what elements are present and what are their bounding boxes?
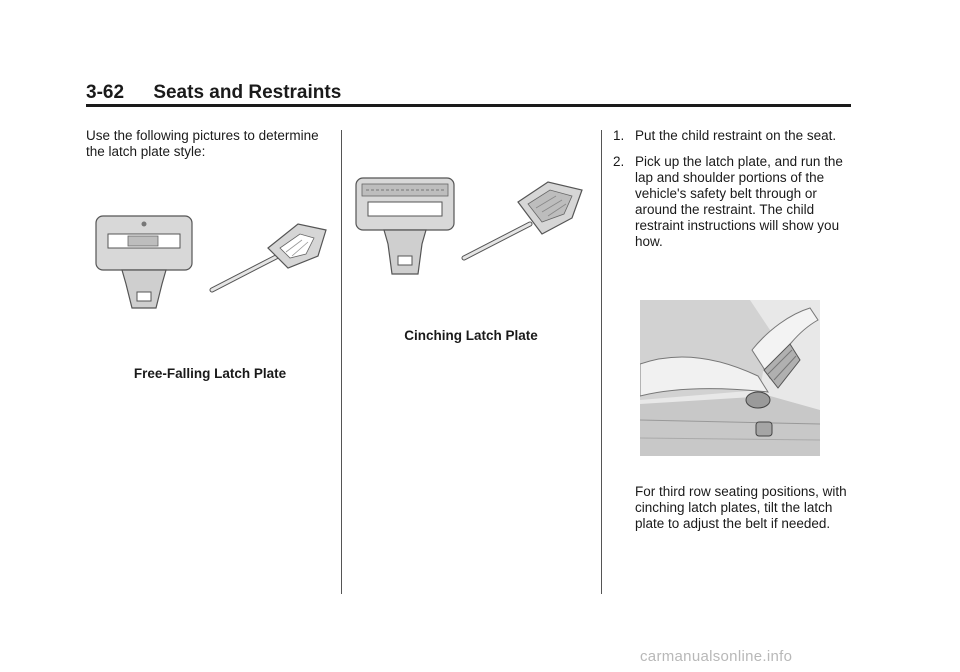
instruction-steps — [613, 128, 858, 260]
column-divider-1 — [341, 130, 342, 594]
section-title: Seats and Restraints — [153, 82, 342, 103]
step-text: Put the child restraint on the seat. — [635, 128, 837, 143]
free-falling-latch-plate-illustration — [92, 212, 332, 312]
child-restraint-belt-routing-illustration — [640, 300, 820, 456]
step-number: 1. — [613, 128, 625, 143]
cinching-latch-plate-caption: Cinching Latch Plate — [404, 328, 538, 343]
page-header — [86, 82, 341, 104]
step-number: 2. — [613, 154, 625, 169]
cinching-latch-plate-illustration — [352, 174, 592, 278]
intro-paragraph: Use the following pictures to determine the latch plate style: — [86, 128, 319, 159]
step-text: Pick up the latch plate, and run the lap and shoulder portions of the vehicle's safety belt through or around the restraint. The child restraint instructions will show you how. — [635, 154, 843, 249]
step-item — [613, 128, 858, 144]
third-row-note: For third row seating positions, with cinching latch plates, tilt the latch plate to adjust the belt if needed. — [635, 484, 847, 531]
page-number: 3-62 — [86, 82, 125, 103]
column-divider-2 — [601, 130, 602, 594]
free-falling-latch-plate-caption: Free-Falling Latch Plate — [133, 366, 287, 381]
watermark-text: carmanualsonline.info — [640, 648, 793, 665]
step-item — [613, 154, 858, 250]
header-rule — [86, 104, 851, 107]
